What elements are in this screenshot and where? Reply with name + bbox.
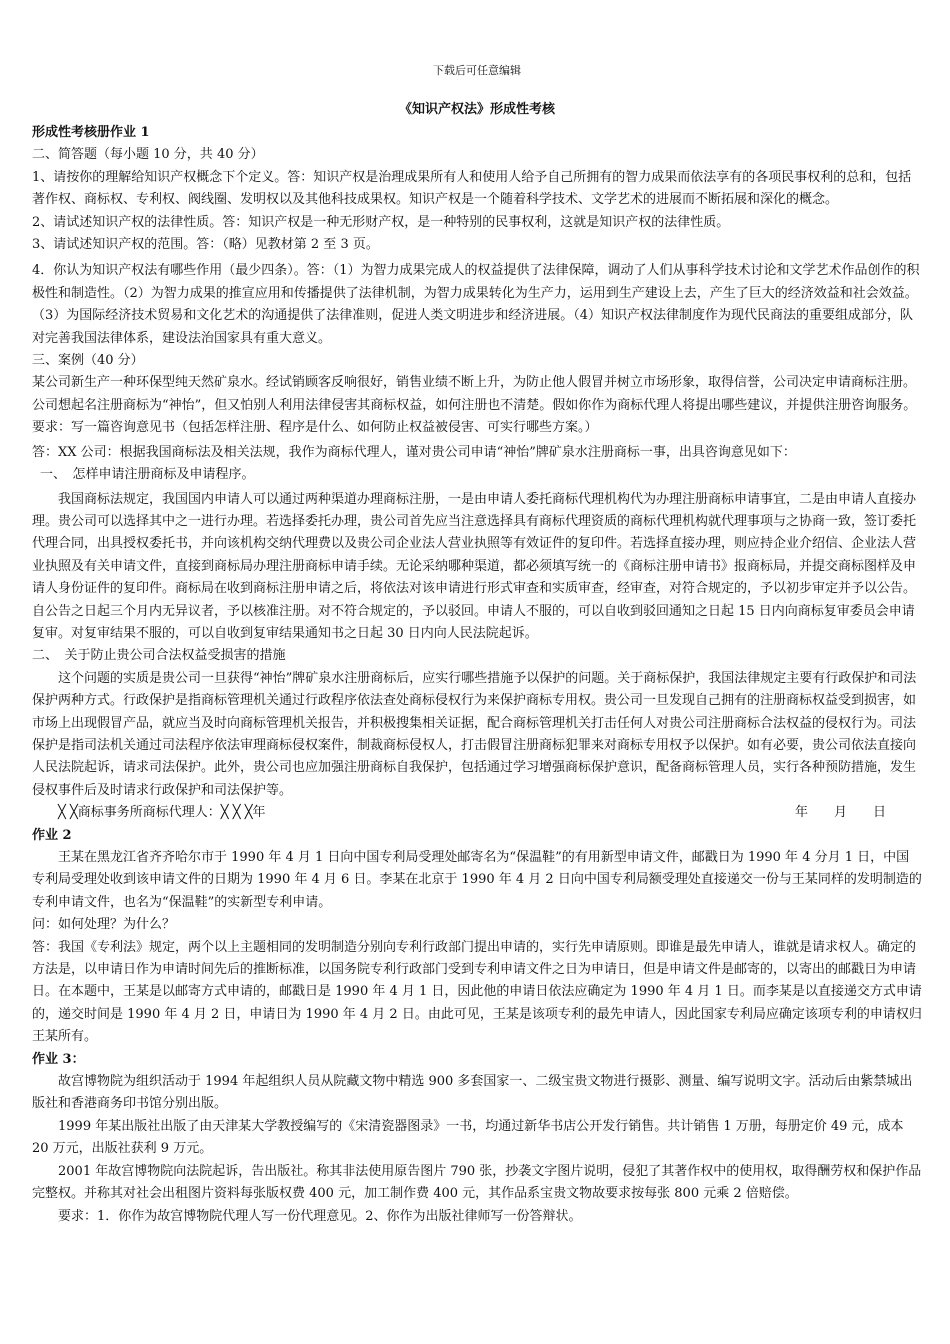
assignment2-answer: 答：我国《专利法》规定，两个以上主题相同的发明制造分别向专利行政部门提出申请的，实行先申请原则。即谁是最先申请人，谁就是请求权人。确定的方法是，以申请日作为申请时间先后的推断标准，以国务院专利行政部门受到专利申请文件之日为申请日，但是申请文件是邮寄的，以寄出的邮戳日为申请日。在本题中，王某是以邮寄方式申请的，邮戳日是 1990 年 4 月 1 日，因此他的申请日依法应确定为 1990 年 4 月 1 日。而李某是以直接递交方式申请的，递交时间是 1990 年 4 月 2 日，申请日为 1990 年 4 月 2 日。由此可见，王某是该项专利的最先申请人，因此国家专利局应确定该项专利的申请权归王某所有。 [32,939,922,1045]
assignment3-paragraph-2: 1999 年某出版社出版了由天津某大学教授编写的《宋清瓷器图录》一书，均通过新华书店公开发行销售。共计销售 1 万册，每册定价 49 元，成本 20 万元，出版社获利 9 万元。 [32,1118,904,1157]
question-3: 3、请试述知识产权的范围。答：（略）见教材第 2 至 3 页。 [32,237,379,253]
case-requirement: 要求：写一篇咨询意见书（包括怎样注册、程序是什么、如何防止权益被侵害、可实行哪些方案。） [32,420,598,436]
part2-title: 二、 关于防止贵公司合法权益受损害的措施 [32,648,286,664]
question-1: 1、请按你的理解给知识产权概念下个定义。答：知识产权是治理成果所有人和使用人给予自己所拥有的智力成果而依法享有的各项民事权利的总和，包括著作权、商标权、专利权、阀线圈、发明权以及其他科技成果权。知识产权是一个随着科学技术、文学艺术的进展而不断拓展和深化的概念。 [32,169,912,208]
question-2: 2、请试述知识产权的法律性质。答：知识产权是一种无形财产权，是一种特别的民事权利，这就是知识产权的法律性质。 [32,214,730,230]
assignment3-paragraph-3: 2001 年故宫博物院向法院起诉，告出版社。称其非法使用原告图片 790 张，抄袭文字图片说明，侵犯了其著作权中的使用权，取得酬劳权和保护作品完整权。并称其对社会出租图片资料每张版权费 400 元，加工制作费 400 元，其作品系宝贵文物故要求按每张 800 元乘 2 倍赔偿。 [32,1163,922,1202]
part1-body: 我国商标法规定，我国国内申请人可以通过两种渠道办理商标注册，一是由申请人委托商标代理机构代为办理注册商标申请事宜，二是由申请人直接办理。贵公司可以选择其中之一进行办理。若选择委托办理，贵公司首先应当注意选择具有商标代理资质的商标代理机构就代理事项与之协商一致，签订委托代理合同，出具授权委托书，并向该机构交纳代理费以及贵公司企业法人营业执照等有效证件的复印件。若选择直接办理，则应持企业介绍信、企业法人营业执照及有关申请文件，直接到商标局办理注册商标申请手续。无论采纳哪种渠道，都必须填写统一的《商标注册申请书》报商标局，并提交商标图样及申请人身份证件的复印件。商标局在收到商标注册申请之后，将依法对该申请进行形式审查和实质审查，经审查，对符合规定的，予以初步审定并予以公告。自公告之日起三个月内无异议者，予以核准注册。对不符合规定的，予以驳回。申请人不服的，可以自收到驳回通知之日起 15 日内向商标复审委员会申请复审。对复审结果不服的，可以自收到复审结果通知书之日起 30 日内向人民法院起诉。 [32,491,917,641]
download-note: 下载后可任意编辑 [433,64,521,77]
assignment3-heading: 作业 3： [32,1051,85,1067]
document-title: 《知识产权法》形成性考核 [398,102,555,117]
signature-agent: ╳ ╳商标事务所商标代理人：╳ ╳ ╳年 [58,805,266,821]
assignment2-heading: 作业 2 [32,827,72,843]
assignment3-requirement: 要求：1．你作为故宫博物院代理人写一份代理意见。2、你作为出版社律师写一份答辩状。 [58,1208,582,1224]
answer-intro: 答：XX 公司：根据我国商标法及相关法规，我作为商标代理人，谨对贵公司申请“神怡”牌矿泉水注册商标一事，出具咨询意见如下： [32,444,796,460]
assignment2-question: 问：如何处理？为什么？ [32,917,176,933]
section3-title: 三、案例（40 分） [32,353,144,369]
part1-title: 一、 怎样申请注册商标及申请程序。 [40,467,255,483]
case-description: 某公司新生产一种环保型纯天然矿泉水。经试销顾客反响很好，销售业绩不断上升，为防止他人假冒并树立市场形象，取得信誉，公司决定申请商标注册。公司想起名注册商标为“神怡”，但又怕别人利用法律侵害其商标权益，如何注册也不清楚。假如你作为商标代理人将提出哪些建议，并提供注册咨询服务。 [32,375,917,413]
part2-body: 这个问题的实质是贵公司一旦获得“神怡”牌矿泉水注册商标后，应实行哪些措施予以保护的问题。关于商标保护，我国法律规定主要有行政保护和司法保护两种方式。行政保护是指商标管理机关通过行政程序依法查处商标侵权行为来保护商标专用权。贵公司一旦发现自己拥有的注册商标权益受到损害，如市场上出现假冒产品，就应当及时向商标管理机关报告，并积极搜集相关证据，配合商标管理机关打击任何人对贵公司注册商标合法权益的侵权行为。司法保护是指司法机关通过司法程序依法审理商标侵权案件，制裁商标侵权人，打击假冒注册商标犯罪来对商标专用权予以保护。如有必要，贵公司依法直接向人民法院起诉，请求司法保护。此外，贵公司也应加强注册商标自我保护，包括通过学习增强商标保护意识，配备商标管理人员，实行各种预防措施，发生侵权事件后及时请求行政保护和司法保护等。 [32,670,917,798]
assignment1-heading: 形成性考核册作业 1 [32,125,150,140]
signature-date: 年 月 日 [794,805,886,821]
section2-title: 二、简答题（每小题 10 分，共 40 分） [32,147,264,163]
assignment2-case: 王某在黑龙江省齐齐哈尔市于 1990 年 4 月 1 日向中国专利局受理处邮寄名为“保温鞋”的有用新型申请文件，邮戳日为 1990 年 4 分月 1 日，中国专利局受理处收到该申请文件的日期为 1990 年 4 月 6 日。李某在北京于 1990 年 4 月 2 日向中国专利局额受理处直接递交一份与王某同样的发明制造的专利申请文件，也名为“保温鞋”的实新型专利申请。 [32,850,922,910]
question-4: 4．你认为知识产权法有哪些作用（最少四条）。答：（1）为智力成果完成人的权益提供了法律保障，调动了人们从事科学技术讨论和文学艺术作品创作的积极性和制造性。（2）为智力成果的推宣应用和传播提供了法律机制，为智力成果转化为生产力，运用到生产建设上去，产生了巨大的经济效益和社会效益。（3）为国际经济技术贸易和文化艺术的沟通提供了法律准则，促进人类文明进步和经济进展。（4）知识产权法律制度作为现代民商法的重要组成部分，队对完善我国法律体系，建设法治国家具有重大意义。 [32,263,920,346]
assignment3-paragraph-1: 故宫博物院为组织活动于 1994 年起组织人员从院藏文物中精选 900 多套国家一、二级宝贵文物进行摄影、测量、编写说明文字。活动后由紫禁城出版社和香港商务印书馆分别出版。 [32,1074,913,1112]
signature-line [32,802,922,824]
